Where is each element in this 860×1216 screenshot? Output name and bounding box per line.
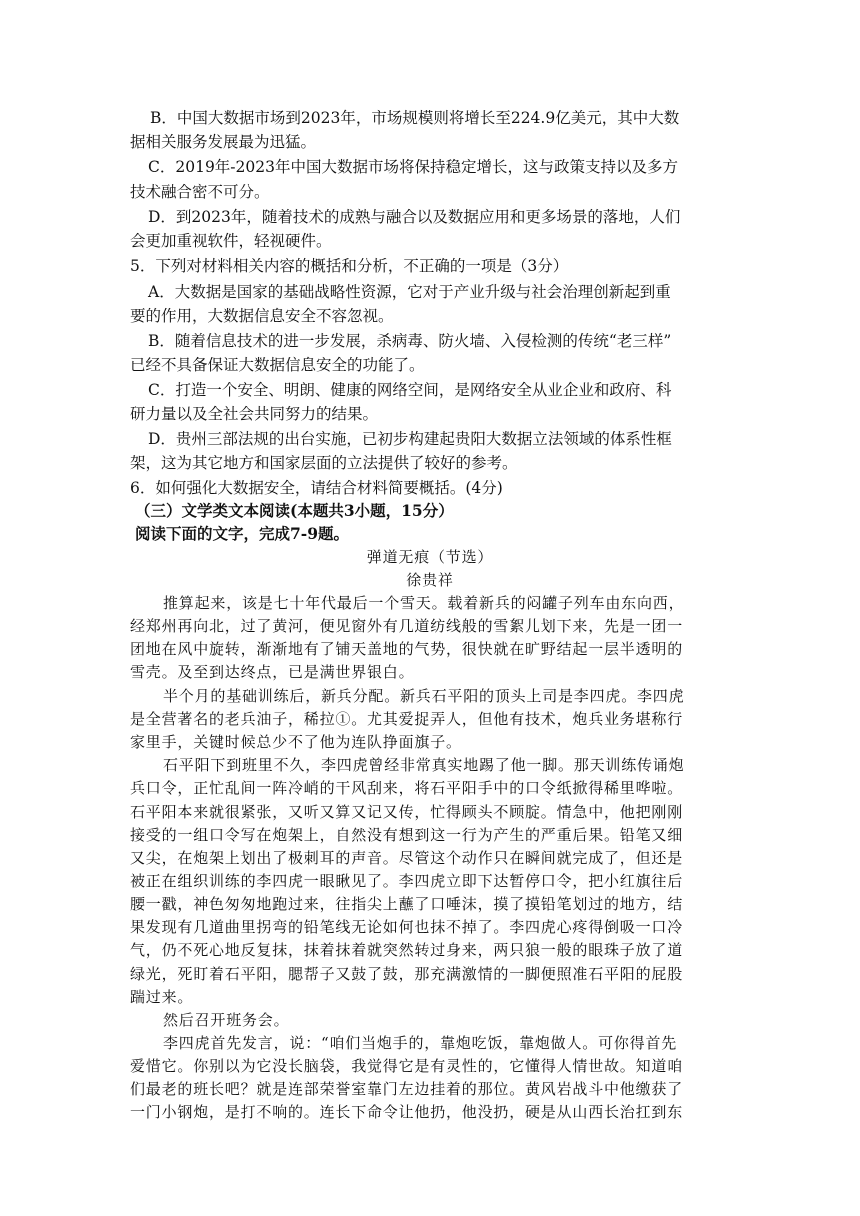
q4-option-b-line1: B．中国大数据市场到2023年，市场规模则将增长至224.9亿美元，其中大数 (150, 109, 680, 127)
q4-option-b-line2: 据相关服务发展最为迅猛。 (130, 133, 317, 151)
q6-stem: 6．如何强化大数据安全，请结合材料简要概括。(4分) (130, 479, 503, 497)
story-line: 绿光，死盯着石平阳，腮帮子又鼓了鼓，那充满激情的一脚便照准石平阳的屁股 (130, 965, 684, 983)
story-line: 团地在风中旋转，渐渐地有了铺天盖地的气势，很快就在旷野结起一层半透明的 (130, 640, 684, 658)
story-line: 雪壳。及至到达终点，已是满世界银白。 (130, 663, 415, 681)
story-line: 一门小钢炮，是打不响的。连长下命令让他扔，他没扔，硬是从山西长治扛到东 (130, 1103, 684, 1121)
q5-option-d-line2: 架，这为其它地方和国家层面的立法提供了较好的参考。 (130, 454, 518, 472)
q5-option-d-line1: D．贵州三部法规的出台实施，已初步构建起贵阳大数据立法领域的体系性框 (148, 430, 672, 448)
story-line: 兵口令，正忙乱间一阵冷峭的干风刮来，将石平阳手中的口令纸掀得稀里哗啦。 (130, 779, 684, 797)
story-line: 经郑州再向北，过了黄河，便见窗外有几道纺线般的雪絮儿划下来，先是一团一 (130, 617, 684, 635)
story-line: 们最老的班长吧？就是连部荣誉室靠门左边挂着的那位。黄风岩战斗中他缴获了 (130, 1080, 684, 1098)
story-line: 气，仍不死心地反复抹，抹着抹着就突然转过身来，两只狼一般的眼珠子放了道 (130, 941, 684, 959)
story-line: 是全营著名的老兵油子，稀拉①。尤其爱捉弄人，但他有技术，炮兵业务堪称行 (130, 710, 684, 728)
story-line: 家里手，关键时候总少不了他为连队挣面旗子。 (130, 733, 462, 751)
q5-option-a-line2: 要的作用，大数据信息安全不容忽视。 (130, 307, 394, 325)
q4-option-c-line1: C．2019年-2023年中国大数据市场将保持稳定增长，这与政策支持以及多方 (148, 158, 678, 176)
story-author: 徐贵祥 (406, 571, 454, 589)
story-title: 弹道无痕（节选） (366, 548, 494, 566)
q5-option-b-line2: 已经不具备保证大数据信息安全的功能了。 (130, 356, 425, 374)
story-line: 又尖，在炮架上划出了极刺耳的声音。尽管这个动作只在瞬间就完成了，但还是 (130, 849, 684, 867)
q4-option-d-line1: D．到2023年，随着技术的成熟与融合以及数据应用和更多场景的落地，人们 (148, 208, 681, 226)
section-heading: （三）文学类文本阅读(本题共3小题，15分） (135, 501, 454, 520)
q5-option-b-line1: B．随着信息技术的进一步发展，杀病毒、防火墙、入侵检测的传统“老三样” (148, 332, 672, 350)
story-line: 接受的一组口令写在炮架上，自然没有想到这一行为产生的严重后果。铅笔又细 (130, 826, 684, 844)
story-line: 石平阳下到班里不久，李四虎曾经非常真实地踢了他一脚。那天训练传诵炮 (163, 756, 685, 774)
story-line: 半个月的基础训练后，新兵分配。新兵石平阳的顶头上司是李四虎。李四虎 (163, 687, 685, 705)
q5-stem: 5．下列对材料相关内容的概括和分析，不正确的一项是（3分） (130, 257, 569, 275)
section-instruction: 阅读下面的文字，完成7-9题。 (135, 524, 350, 543)
q4-option-d-line2: 会更加重视软件，轻视硬件。 (130, 232, 332, 250)
story-line: 果发现有几道曲里拐弯的铅笔线无论如何也抹不掉了。李四虎心疼得倒吸一口冷 (130, 918, 684, 936)
story-line: 爱惜它。你别以为它没长脑袋，我觉得它是有灵性的，它懂得人情世故。知道咱 (130, 1057, 684, 1075)
story-line: 李四虎首先发言，说：“咱们当炮手的，靠炮吃饭，靠炮做人。可你得首先 (163, 1034, 678, 1052)
q5-option-c-line2: 研力量以及全社会共同努力的结果。 (130, 405, 379, 423)
story-line: 推算起来，该是七十年代最后一个雪天。载着新兵的闷罐子列车由东向西， (163, 594, 685, 612)
story-line: 然后召开班务会。 (163, 1011, 290, 1029)
story-line: 石平阳本来就很紧张，又听又算又记又传，忙得顾头不顾腚。情急中，他把刚刚 (130, 803, 684, 821)
story-line: 踹过来。 (130, 988, 194, 1006)
q4-option-c-line2: 技术融合密不可分。 (130, 183, 270, 201)
story-line: 腰一戳，神色匆匆地跑过来，往指尖上蘸了口唾沫，摸了摸铅笔划过的地方，结 (130, 895, 684, 913)
story-line: 被正在组织训练的李四虎一眼瞅见了。李四虎立即下达暂停口令，把小红旗往后 (130, 872, 684, 890)
q5-option-a-line1: A．大数据是国家的基础战略性资源，它对于产业升级与社会治理创新起到重 (148, 283, 671, 301)
q5-option-c-line1: C．打造一个安全、明朗、健康的网络空间，是网络安全从业企业和政府、科 (148, 381, 672, 399)
